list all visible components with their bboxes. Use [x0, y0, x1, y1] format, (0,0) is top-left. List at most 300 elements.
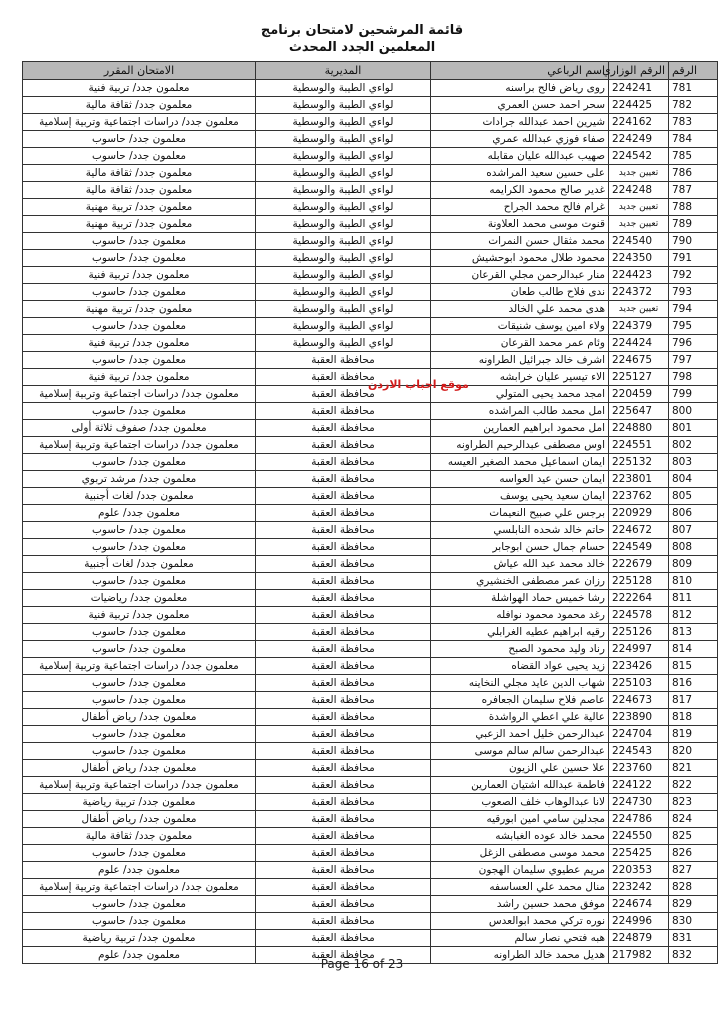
- row-seq: 786: [669, 165, 718, 182]
- row-directorate: لواءي الطيبة والوسطية: [256, 233, 431, 250]
- row-ministry-id: 224997: [609, 641, 669, 658]
- table-row: [23, 845, 718, 862]
- row-seq: 825: [669, 828, 718, 845]
- row-full-name: محمد خالد عوده الغبابشه: [431, 828, 609, 845]
- row-exam: معلمون جدد/ حاسوب: [23, 692, 256, 709]
- row-seq: 809: [669, 556, 718, 573]
- row-directorate: محافظة العقبة: [256, 709, 431, 726]
- row-seq: 796: [669, 335, 718, 352]
- row-exam: معلمون جدد/ لغات أجنبية: [23, 488, 256, 505]
- row-full-name: حاتم خالد شحده النابلسي: [431, 522, 609, 539]
- row-exam: معلمون جدد/ حاسوب: [23, 250, 256, 267]
- row-full-name: منار عبدالرحمن مجلي القرعان: [431, 267, 609, 284]
- row-directorate: محافظة العقبة: [256, 386, 431, 403]
- row-ministry-id: 224673: [609, 692, 669, 709]
- row-exam: معلمون جدد/ دراسات اجتماعية وتربية إسلامية: [23, 386, 256, 403]
- row-seq: 829: [669, 896, 718, 913]
- row-exam: معلمون جدد/ حاسوب: [23, 131, 256, 148]
- row-seq: 783: [669, 114, 718, 131]
- row-exam: معلمون جدد/ تربية رياضية: [23, 930, 256, 947]
- page-number: Page 16 of 23: [320, 957, 404, 971]
- row-seq: 826: [669, 845, 718, 862]
- row-seq: 823: [669, 794, 718, 811]
- row-ministry-id: 225647: [609, 403, 669, 420]
- row-full-name: رزان عمر مصطفى الخنشيري: [431, 573, 609, 590]
- row-seq: 788: [669, 199, 718, 216]
- row-seq: 807: [669, 522, 718, 539]
- table-row: [23, 148, 718, 165]
- row-ministry-id: 224540: [609, 233, 669, 250]
- row-ministry-id: 224996: [609, 913, 669, 930]
- row-exam: معلمون جدد/ مرشد تربوي: [23, 471, 256, 488]
- row-exam: معلمون جدد/ حاسوب: [23, 403, 256, 420]
- row-exam: معلمون جدد/ علوم: [23, 862, 256, 879]
- table-row: [23, 879, 718, 896]
- row-ministry-id: 224249: [609, 131, 669, 148]
- row-directorate: محافظة العقبة: [256, 420, 431, 437]
- row-directorate: لواءي الطيبة والوسطية: [256, 97, 431, 114]
- row-full-name: رشا خميس حماد الهواشلة: [431, 590, 609, 607]
- row-ministry-id: 224543: [609, 743, 669, 760]
- row-exam: معلمون جدد/ تربية مهنية: [23, 216, 256, 233]
- table-row: [23, 624, 718, 641]
- row-ministry-id: 224880: [609, 420, 669, 437]
- row-exam: معلمون جدد/ ثقافة مالية: [23, 165, 256, 182]
- row-seq: 830: [669, 913, 718, 930]
- row-full-name: اوس مصطفى عبدالرحيم الطراونه: [431, 437, 609, 454]
- table-row: [23, 199, 718, 216]
- row-seq: 787: [669, 182, 718, 199]
- header-full-name: اسم الرباعي: [431, 62, 609, 80]
- table-row: [23, 318, 718, 335]
- row-full-name: مريم عطيوي سليمان الهجون: [431, 862, 609, 879]
- row-directorate: محافظة العقبة: [256, 641, 431, 658]
- row-full-name: صفاء فوزي عبدالله عمري: [431, 131, 609, 148]
- row-ministry-id: 223242: [609, 879, 669, 896]
- table-row: [23, 250, 718, 267]
- row-directorate: محافظة العقبة: [256, 692, 431, 709]
- site-watermark: موقع احباب الاردن: [368, 378, 469, 391]
- row-ministry-id: 222264: [609, 590, 669, 607]
- row-ministry-id: تعيين جديد: [609, 216, 669, 233]
- row-exam: معلمون جدد/ حاسوب: [23, 641, 256, 658]
- row-exam: معلمون جدد/ دراسات اجتماعية وتربية إسلامية: [23, 437, 256, 454]
- row-exam: معلمون جدد/ حاسوب: [23, 352, 256, 369]
- row-ministry-id: 224350: [609, 250, 669, 267]
- row-ministry-id: 224704: [609, 726, 669, 743]
- row-directorate: لواءي الطيبة والوسطية: [256, 318, 431, 335]
- header-exam: الامتحان المقرر: [23, 62, 256, 80]
- row-directorate: لواءي الطيبة والوسطية: [256, 199, 431, 216]
- row-seq: 828: [669, 879, 718, 896]
- row-full-name: هبه فتحي نصار سالم: [431, 930, 609, 947]
- row-directorate: لواءي الطيبة والوسطية: [256, 80, 431, 97]
- row-ministry-id: 224162: [609, 114, 669, 131]
- table-row: [23, 114, 718, 131]
- row-full-name: على حسين سعيد المراشده: [431, 165, 609, 182]
- table-row: [23, 913, 718, 930]
- row-seq: 814: [669, 641, 718, 658]
- table-row: [23, 658, 718, 675]
- row-seq: 781: [669, 80, 718, 97]
- table-row: [23, 216, 718, 233]
- row-seq: 820: [669, 743, 718, 760]
- row-exam: معلمون جدد/ حاسوب: [23, 896, 256, 913]
- row-full-name: برجس علي صبيح النعيمات: [431, 505, 609, 522]
- row-ministry-id: 225425: [609, 845, 669, 862]
- row-seq: 792: [669, 267, 718, 284]
- row-directorate: لواءي الطيبة والوسطية: [256, 148, 431, 165]
- row-exam: معلمون جدد/ حاسوب: [23, 573, 256, 590]
- table-row: [23, 267, 718, 284]
- page-title: قائمة المرشحين لامتحان برنامج: [260, 23, 464, 38]
- row-full-name: صهيب عبدالله عليان مقابله: [431, 148, 609, 165]
- row-full-name: امل محمود ابراهيم العمارين: [431, 420, 609, 437]
- row-ministry-id: 223801: [609, 471, 669, 488]
- table-row: [23, 743, 718, 760]
- row-ministry-id: 224425: [609, 97, 669, 114]
- table-row: [23, 182, 718, 199]
- row-full-name: علا حسين علي الزيون: [431, 760, 609, 777]
- row-exam: معلمون جدد/ تربية مهنية: [23, 301, 256, 318]
- row-ministry-id: 223760: [609, 760, 669, 777]
- row-ministry-id: 225132: [609, 454, 669, 471]
- table-body: [23, 80, 718, 964]
- row-exam: معلمون جدد/ علوم: [23, 947, 256, 964]
- row-ministry-id: 224879: [609, 930, 669, 947]
- row-directorate: محافظة العقبة: [256, 811, 431, 828]
- row-directorate: لواءي الطيبة والوسطية: [256, 165, 431, 182]
- row-full-name: محمد مثقال حسن النمرات: [431, 233, 609, 250]
- row-ministry-id: 224241: [609, 80, 669, 97]
- row-directorate: لواءي الطيبة والوسطية: [256, 114, 431, 131]
- row-ministry-id: 224424: [609, 335, 669, 352]
- row-directorate: لواءي الطيبة والوسطية: [256, 250, 431, 267]
- row-directorate: لواءي الطيبة والوسطية: [256, 131, 431, 148]
- row-exam: معلمون جدد/ تربية فنية: [23, 80, 256, 97]
- row-full-name: عالية علي اعطي الرواشدة: [431, 709, 609, 726]
- row-directorate: محافظة العقبة: [256, 760, 431, 777]
- row-ministry-id: تعيين جديد: [609, 301, 669, 318]
- row-full-name: عبدالرحمن خليل احمد الزعبي: [431, 726, 609, 743]
- row-seq: 832: [669, 947, 718, 964]
- table-row: [23, 420, 718, 437]
- row-ministry-id: 225127: [609, 369, 669, 386]
- row-full-name: زيد يحيى عواد القضاه: [431, 658, 609, 675]
- table-row: [23, 726, 718, 743]
- row-exam: معلمون جدد/ حاسوب: [23, 148, 256, 165]
- row-full-name: ايمان حسن عيد العواسه: [431, 471, 609, 488]
- row-full-name: فاطمة عبدالله اشتيان العمارين: [431, 777, 609, 794]
- row-directorate: محافظة العقبة: [256, 505, 431, 522]
- row-exam: معلمون جدد/ ثقافة مالية: [23, 182, 256, 199]
- row-directorate: محافظة العقبة: [256, 556, 431, 573]
- row-ministry-id: 222679: [609, 556, 669, 573]
- row-seq: 799: [669, 386, 718, 403]
- table-row: [23, 454, 718, 471]
- row-directorate: محافظة العقبة: [256, 488, 431, 505]
- row-directorate: محافظة العقبة: [256, 454, 431, 471]
- row-full-name: منال محمد علي العساسفه: [431, 879, 609, 896]
- table-row: [23, 471, 718, 488]
- row-ministry-id: 224674: [609, 896, 669, 913]
- row-seq: 800: [669, 403, 718, 420]
- table-row: [23, 930, 718, 947]
- row-seq: 801: [669, 420, 718, 437]
- row-full-name: غدير صالح محمود الكرايمه: [431, 182, 609, 199]
- table-row: [23, 488, 718, 505]
- table-row: [23, 709, 718, 726]
- row-seq: 794: [669, 301, 718, 318]
- row-directorate: محافظة العقبة: [256, 607, 431, 624]
- row-ministry-id: 224248: [609, 182, 669, 199]
- row-ministry-id: 225103: [609, 675, 669, 692]
- row-seq: 822: [669, 777, 718, 794]
- row-exam: معلمون جدد/ حاسوب: [23, 522, 256, 539]
- row-seq: 790: [669, 233, 718, 250]
- row-ministry-id: 223890: [609, 709, 669, 726]
- row-ministry-id: 220929: [609, 505, 669, 522]
- row-seq: 805: [669, 488, 718, 505]
- row-seq: 797: [669, 352, 718, 369]
- row-full-name: محمد موسى مصطفى الزغل: [431, 845, 609, 862]
- row-ministry-id: 224730: [609, 794, 669, 811]
- row-ministry-id: 224542: [609, 148, 669, 165]
- row-full-name: موفق محمد حسين راشد: [431, 896, 609, 913]
- row-ministry-id: 224578: [609, 607, 669, 624]
- row-directorate: محافظة العقبة: [256, 879, 431, 896]
- row-exam: معلمون جدد/ رياض أطفال: [23, 760, 256, 777]
- row-exam: معلمون جدد/ ثقافة مالية: [23, 828, 256, 845]
- table-row: [23, 675, 718, 692]
- table-row: [23, 539, 718, 556]
- row-full-name: رقيه ابراهيم عطيه الغرابلي: [431, 624, 609, 641]
- row-exam: معلمون جدد/ حاسوب: [23, 539, 256, 556]
- table-row: [23, 828, 718, 845]
- row-directorate: محافظة العقبة: [256, 743, 431, 760]
- row-full-name: هديل محمد خالد الطراونه: [431, 947, 609, 964]
- row-directorate: محافظة العقبة: [256, 522, 431, 539]
- row-full-name: روى رياض فالح براسنه: [431, 80, 609, 97]
- row-ministry-id: 224379: [609, 318, 669, 335]
- row-directorate: محافظة العقبة: [256, 624, 431, 641]
- table-row: [23, 573, 718, 590]
- table-row: [23, 80, 718, 97]
- table-row: [23, 284, 718, 301]
- table-row: [23, 760, 718, 777]
- row-seq: 798: [669, 369, 718, 386]
- row-directorate: محافظة العقبة: [256, 862, 431, 879]
- row-seq: 831: [669, 930, 718, 947]
- row-directorate: محافظة العقبة: [256, 539, 431, 556]
- row-seq: 811: [669, 590, 718, 607]
- row-full-name: غرام فالح محمد الجراح: [431, 199, 609, 216]
- table-row: [23, 590, 718, 607]
- row-ministry-id: 225128: [609, 573, 669, 590]
- row-ministry-id: 224550: [609, 828, 669, 845]
- row-full-name: الاء تيسير عليان خرابشه: [431, 369, 609, 386]
- candidates-table: [22, 61, 718, 964]
- row-directorate: محافظة العقبة: [256, 947, 431, 964]
- row-seq: 803: [669, 454, 718, 471]
- row-full-name: امجد محمد يحيى المتولي: [431, 386, 609, 403]
- row-exam: معلمون جدد/ تربية فنية: [23, 335, 256, 352]
- row-full-name: شيرين احمد عبدالله جرادات: [431, 114, 609, 131]
- row-exam: معلمون جدد/ حاسوب: [23, 726, 256, 743]
- row-exam: معلمون جدد/ حاسوب: [23, 624, 256, 641]
- row-directorate: محافظة العقبة: [256, 828, 431, 845]
- row-seq: 816: [669, 675, 718, 692]
- row-seq: 817: [669, 692, 718, 709]
- table-row: [23, 301, 718, 318]
- row-seq: 808: [669, 539, 718, 556]
- table-row: [23, 403, 718, 420]
- row-full-name: وئام عمر محمد القرعان: [431, 335, 609, 352]
- row-ministry-id: 220353: [609, 862, 669, 879]
- row-exam: معلمون جدد/ حاسوب: [23, 913, 256, 930]
- row-full-name: حسام جمال حسن ابوجابر: [431, 539, 609, 556]
- row-exam: معلمون جدد/ تربية مهنية: [23, 199, 256, 216]
- table-row: [23, 794, 718, 811]
- table-row: [23, 505, 718, 522]
- table-row: [23, 556, 718, 573]
- row-full-name: قنوت موسى محمد العلاونة: [431, 216, 609, 233]
- row-full-name: عبدالرحمن سالم سالم موسى: [431, 743, 609, 760]
- table-row: [23, 692, 718, 709]
- row-exam: معلمون جدد/ حاسوب: [23, 318, 256, 335]
- row-ministry-id: 223426: [609, 658, 669, 675]
- table-row: [23, 97, 718, 114]
- row-ministry-id: 224423: [609, 267, 669, 284]
- row-directorate: محافظة العقبة: [256, 777, 431, 794]
- row-ministry-id: 224549: [609, 539, 669, 556]
- header-directorate: المديرية: [256, 62, 431, 80]
- row-exam: معلمون جدد/ دراسات اجتماعية وتربية إسلامية: [23, 114, 256, 131]
- table-row: [23, 641, 718, 658]
- row-directorate: محافظة العقبة: [256, 352, 431, 369]
- row-seq: 806: [669, 505, 718, 522]
- row-directorate: محافظة العقبة: [256, 726, 431, 743]
- row-ministry-id: 224786: [609, 811, 669, 828]
- row-full-name: رغد محمود محمود نوافله: [431, 607, 609, 624]
- row-directorate: محافظة العقبة: [256, 590, 431, 607]
- row-full-name: نوره تركي محمد ابوالعدس: [431, 913, 609, 930]
- row-exam: معلمون جدد/ رياض أطفال: [23, 811, 256, 828]
- row-directorate: محافظة العقبة: [256, 471, 431, 488]
- row-directorate: محافظة العقبة: [256, 896, 431, 913]
- row-directorate: لواءي الطيبة والوسطية: [256, 284, 431, 301]
- table-row: [23, 896, 718, 913]
- row-seq: 827: [669, 862, 718, 879]
- row-directorate: محافظة العقبة: [256, 845, 431, 862]
- table-row: [23, 233, 718, 250]
- row-seq: 784: [669, 131, 718, 148]
- page-subtitle: المعلمين الجدد المحدث: [288, 40, 436, 55]
- row-directorate: لواءي الطيبة والوسطية: [256, 335, 431, 352]
- table-row: [23, 862, 718, 879]
- row-seq: 782: [669, 97, 718, 114]
- row-seq: 819: [669, 726, 718, 743]
- row-seq: 818: [669, 709, 718, 726]
- row-directorate: محافظة العقبة: [256, 658, 431, 675]
- row-ministry-id: 217982: [609, 947, 669, 964]
- row-ministry-id: 224551: [609, 437, 669, 454]
- row-exam: معلمون جدد/ تربية فنية: [23, 369, 256, 386]
- row-seq: 821: [669, 760, 718, 777]
- row-exam: معلمون جدد/ حاسوب: [23, 743, 256, 760]
- row-exam: معلمون جدد/ تربية فنية: [23, 607, 256, 624]
- row-exam: معلمون جدد/ ثقافة مالية: [23, 97, 256, 114]
- table-row: [23, 607, 718, 624]
- row-directorate: محافظة العقبة: [256, 437, 431, 454]
- row-seq: 791: [669, 250, 718, 267]
- table-row: [23, 335, 718, 352]
- row-exam: معلمون جدد/ تربية رياضية: [23, 794, 256, 811]
- row-directorate: لواءي الطيبة والوسطية: [256, 267, 431, 284]
- row-seq: 804: [669, 471, 718, 488]
- row-full-name: امل محمد طالب المراشده: [431, 403, 609, 420]
- row-directorate: محافظة العقبة: [256, 675, 431, 692]
- row-seq: 789: [669, 216, 718, 233]
- row-exam: معلمون جدد/ حاسوب: [23, 284, 256, 301]
- row-exam: معلمون جدد/ حاسوب: [23, 454, 256, 471]
- row-ministry-id: تعيين جديد: [609, 199, 669, 216]
- row-full-name: خالد محمد عبد الله عياش: [431, 556, 609, 573]
- table-row: [23, 131, 718, 148]
- row-exam: معلمون جدد/ دراسات اجتماعية وتربية إسلامية: [23, 879, 256, 896]
- row-full-name: اشرف خالد جبرائيل الطراونه: [431, 352, 609, 369]
- table-row: [23, 165, 718, 182]
- table-row: [23, 352, 718, 369]
- row-seq: 795: [669, 318, 718, 335]
- row-full-name: ايمان سعيد يحيى يوسف: [431, 488, 609, 505]
- row-directorate: محافظة العقبة: [256, 369, 431, 386]
- row-seq: 793: [669, 284, 718, 301]
- table-header-row: [23, 62, 718, 80]
- row-ministry-id: 224672: [609, 522, 669, 539]
- row-directorate: لواءي الطيبة والوسطية: [256, 301, 431, 318]
- row-seq: 815: [669, 658, 718, 675]
- row-directorate: محافظة العقبة: [256, 930, 431, 947]
- row-full-name: ولاء امين يوسف شنيقات: [431, 318, 609, 335]
- row-ministry-id: 223762: [609, 488, 669, 505]
- row-full-name: مجدلين سامي امين ابورقيه: [431, 811, 609, 828]
- row-seq: 824: [669, 811, 718, 828]
- row-directorate: لواءي الطيبة والوسطية: [256, 216, 431, 233]
- row-directorate: محافظة العقبة: [256, 913, 431, 930]
- row-ministry-id: 220459: [609, 386, 669, 403]
- row-full-name: محمود طلال محمود ابوحشيش: [431, 250, 609, 267]
- row-ministry-id: 224122: [609, 777, 669, 794]
- row-exam: معلمون جدد/ تربية فنية: [23, 267, 256, 284]
- row-ministry-id: 225126: [609, 624, 669, 641]
- row-full-name: شهاب الدين عايد مجلي النخاينه: [431, 675, 609, 692]
- row-exam: معلمون جدد/ لغات أجنبية: [23, 556, 256, 573]
- row-exam: معلمون جدد/ رياض أطفال: [23, 709, 256, 726]
- row-directorate: محافظة العقبة: [256, 403, 431, 420]
- row-exam: معلمون جدد/ حاسوب: [23, 845, 256, 862]
- row-seq: 813: [669, 624, 718, 641]
- row-ministry-id: 224372: [609, 284, 669, 301]
- row-directorate: لواءي الطيبة والوسطية: [256, 182, 431, 199]
- header-seq: الرقم: [669, 62, 718, 80]
- row-full-name: سحر احمد حسن العمري: [431, 97, 609, 114]
- row-directorate: محافظة العقبة: [256, 573, 431, 590]
- row-full-name: رناد وليد محمود الصبح: [431, 641, 609, 658]
- row-exam: معلمون جدد/ دراسات اجتماعية وتربية إسلامية: [23, 777, 256, 794]
- row-seq: 802: [669, 437, 718, 454]
- row-seq: 785: [669, 148, 718, 165]
